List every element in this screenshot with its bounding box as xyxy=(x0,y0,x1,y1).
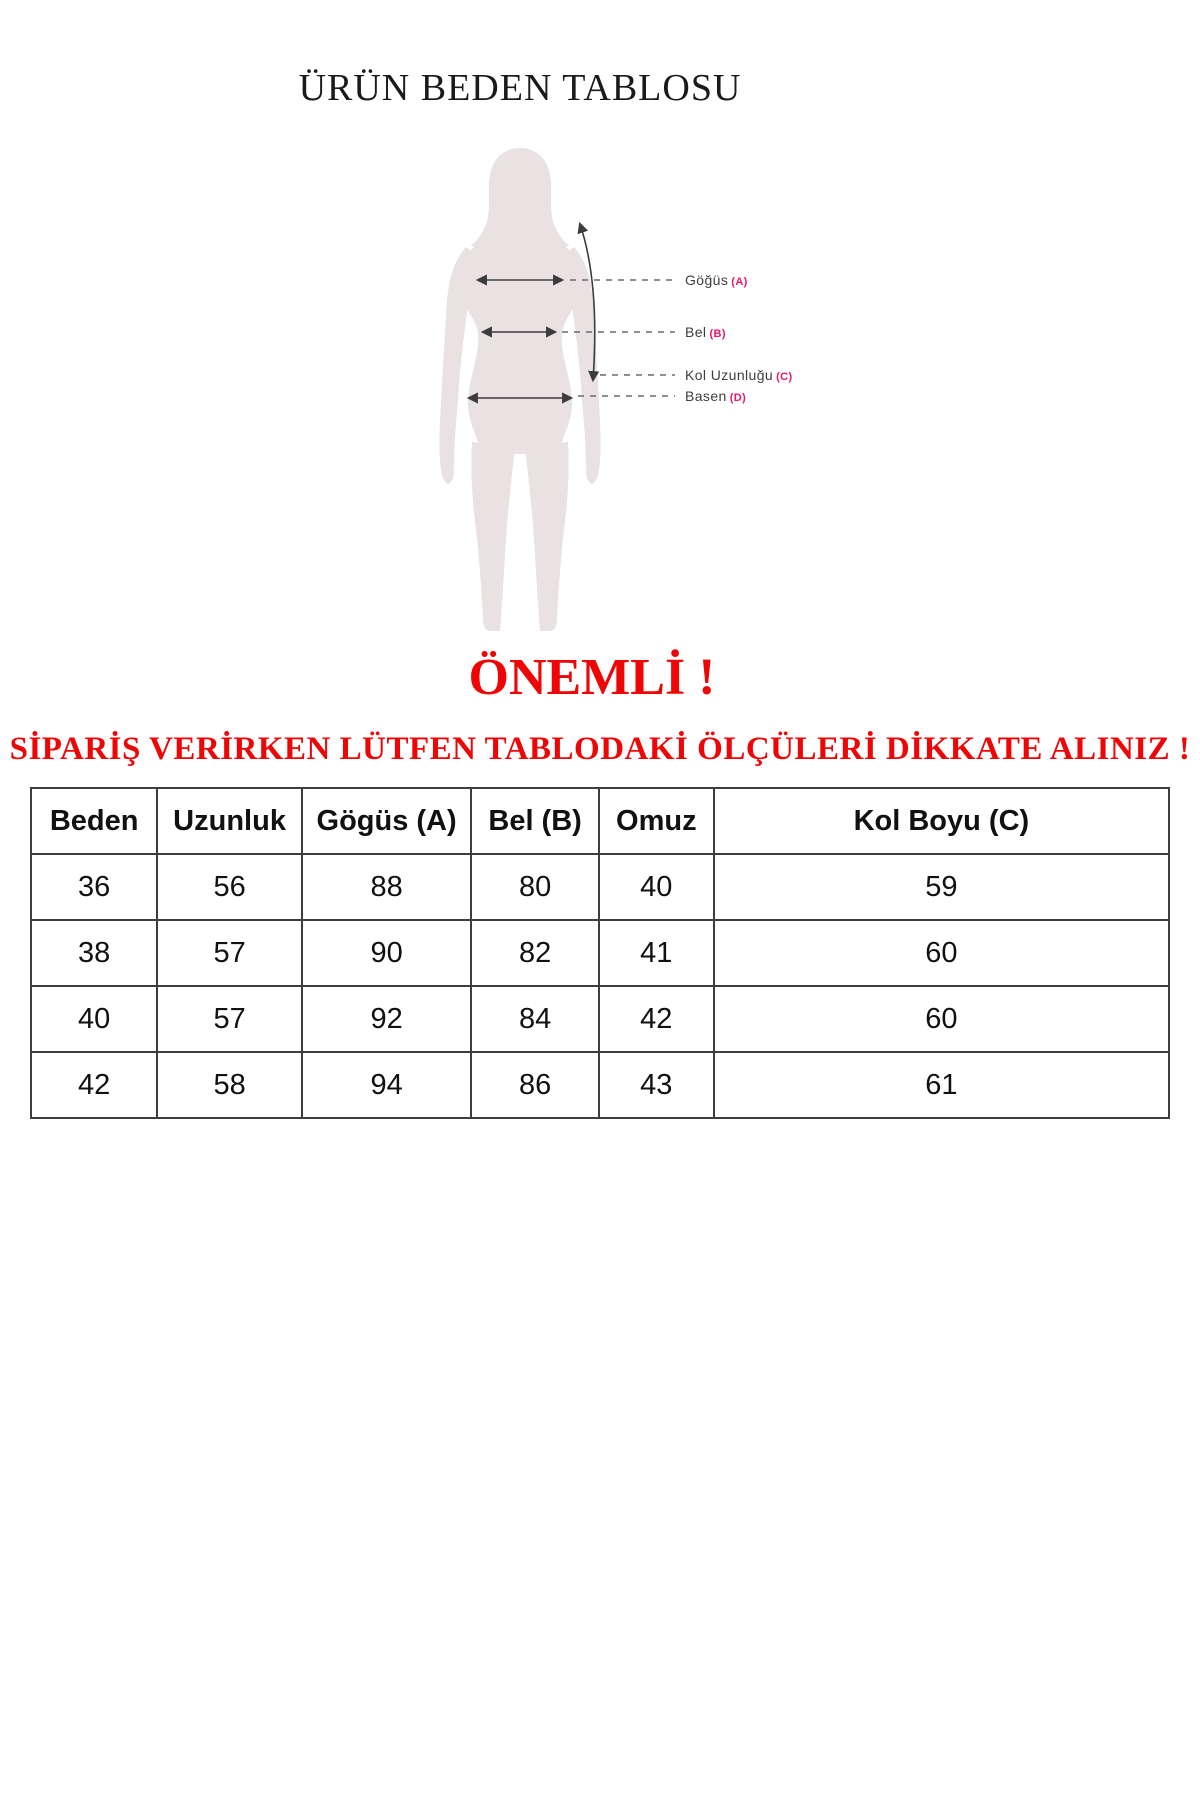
measure-label-hip-text: Basen xyxy=(685,388,727,404)
measure-label-arm-letter: (C) xyxy=(776,371,793,383)
measure-label-arm-text: Kol Uzunluğu xyxy=(685,367,774,383)
warning-heading: ÖNEMLİ ! xyxy=(468,649,716,706)
body-measurement-diagram xyxy=(420,140,710,640)
table-cell: 82 xyxy=(471,920,598,986)
measure-label-chest-text: Göğüs xyxy=(685,272,729,288)
measure-label-chest-letter: (A) xyxy=(731,276,748,288)
measure-label-hip xyxy=(685,387,746,405)
table-cell: 84 xyxy=(471,986,598,1052)
table-cell: 57 xyxy=(157,986,302,1052)
table-cell: 40 xyxy=(31,986,157,1052)
measure-label-arm xyxy=(685,366,793,384)
table-cell: 88 xyxy=(302,854,472,920)
table-header-row xyxy=(31,788,1169,854)
measure-label-chest xyxy=(685,271,748,289)
col-header-omuz: Omuz xyxy=(599,788,714,854)
table-cell: 92 xyxy=(302,986,472,1052)
col-header-bel: Bel (B) xyxy=(471,788,598,854)
table-row xyxy=(31,854,1169,920)
table-cell: 41 xyxy=(599,920,714,986)
table-cell: 60 xyxy=(714,920,1169,986)
measure-label-waist-letter: (B) xyxy=(709,328,726,340)
table-cell: 57 xyxy=(157,920,302,986)
col-header-kol-boyu: Kol Boyu (C) xyxy=(714,788,1169,854)
table-row xyxy=(31,920,1169,986)
table-cell: 38 xyxy=(31,920,157,986)
page-title: ÜRÜN BEDEN TABLOSU xyxy=(298,67,742,109)
table-cell: 90 xyxy=(302,920,472,986)
table-cell: 58 xyxy=(157,1052,302,1118)
female-silhouette xyxy=(439,148,600,631)
size-guide-figure xyxy=(0,140,1200,640)
table-cell: 94 xyxy=(302,1052,472,1118)
table-row xyxy=(31,1052,1169,1118)
warning-message: SİPARİŞ VERİRKEN LÜTFEN TABLODAKİ ÖLÇÜLERİ DİKKATE ALINIZ ! xyxy=(9,731,1191,767)
col-header-uzunluk: Uzunluk xyxy=(157,788,302,854)
measure-label-waist xyxy=(685,323,726,341)
table-cell: 56 xyxy=(157,854,302,920)
size-table xyxy=(30,787,1170,1119)
table-cell: 59 xyxy=(714,854,1169,920)
measure-label-waist-text: Bel xyxy=(685,324,707,340)
table-cell: 86 xyxy=(471,1052,598,1118)
measure-label-hip-letter: (D) xyxy=(729,392,747,404)
table-cell: 61 xyxy=(714,1052,1169,1118)
table-cell: 60 xyxy=(714,986,1169,1052)
table-cell: 42 xyxy=(599,986,714,1052)
table-cell: 80 xyxy=(471,854,598,920)
table-cell: 40 xyxy=(599,854,714,920)
table-cell: 36 xyxy=(31,854,157,920)
table-row xyxy=(31,986,1169,1052)
col-header-gogus: Gögüs (A) xyxy=(302,788,472,854)
table-cell: 43 xyxy=(599,1052,714,1118)
col-header-beden: Beden xyxy=(31,788,157,854)
table-cell: 42 xyxy=(31,1052,157,1118)
